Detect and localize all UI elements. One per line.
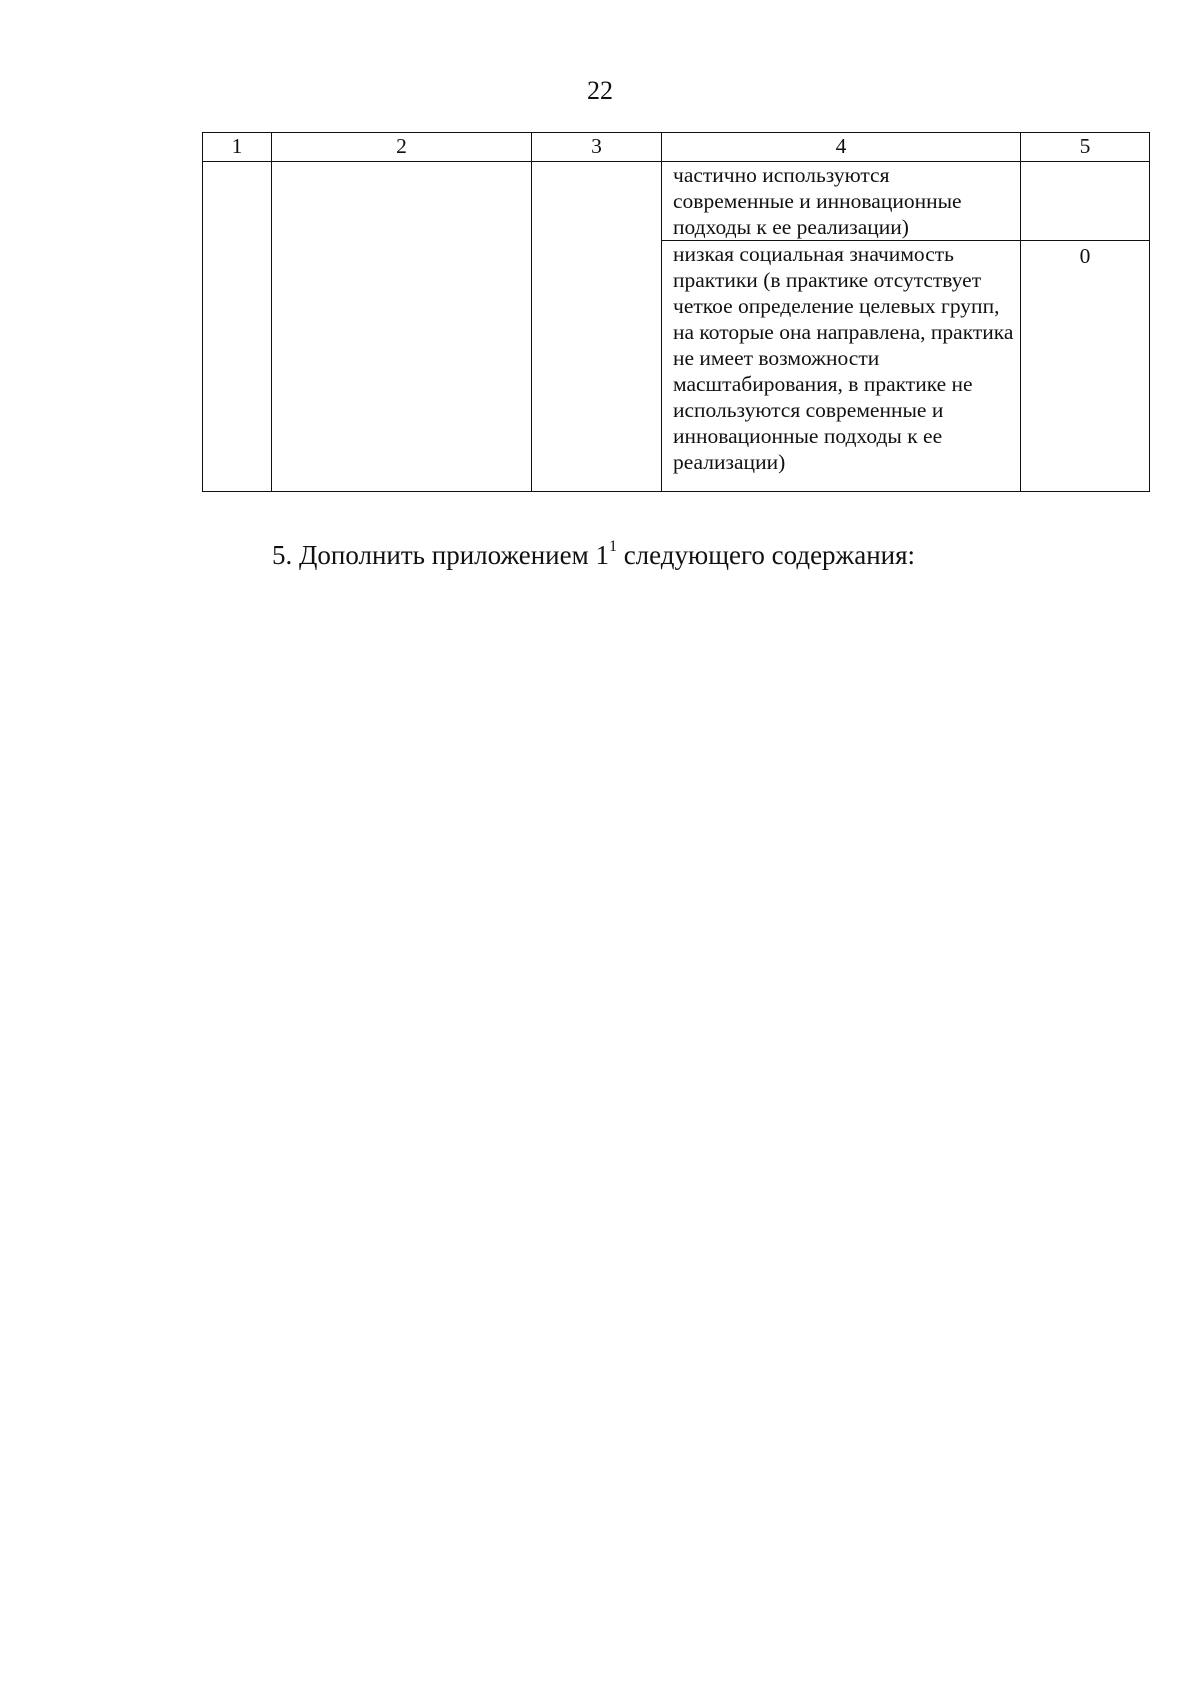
table-header-row <box>203 133 1150 162</box>
score-cell <box>1021 162 1150 241</box>
column-3-cell <box>532 162 662 492</box>
criterion-text: частично используются современные и инновационные подходы к ее реализации) <box>662 162 1021 241</box>
instruction-paragraph <box>272 534 915 571</box>
column-header-3: 3 <box>532 133 662 162</box>
column-header-5: 5 <box>1021 133 1150 162</box>
page-number: 22 <box>587 76 613 105</box>
column-header-1: 1 <box>203 133 272 162</box>
instruction-text-end: следующего содержания: <box>616 540 916 570</box>
superscript-mark: 1 <box>608 538 617 555</box>
criterion-text: низкая социальная значимость практики (в практике отсутствует четкое определение целевых групп, на которые она направлена, практика не имеет возможности масштабирования, в практике не используются современные и инновационные подходы к ее реализации) <box>662 241 1021 492</box>
instruction-text: 5. Дополнить приложением 1 <box>272 540 609 570</box>
column-2-cell <box>272 162 532 492</box>
criteria-table <box>202 132 1150 492</box>
score-cell: 0 <box>1021 241 1150 492</box>
table-row <box>203 162 1150 241</box>
column-header-2: 2 <box>272 133 532 162</box>
column-1-cell <box>203 162 272 492</box>
column-header-4: 4 <box>662 133 1021 162</box>
